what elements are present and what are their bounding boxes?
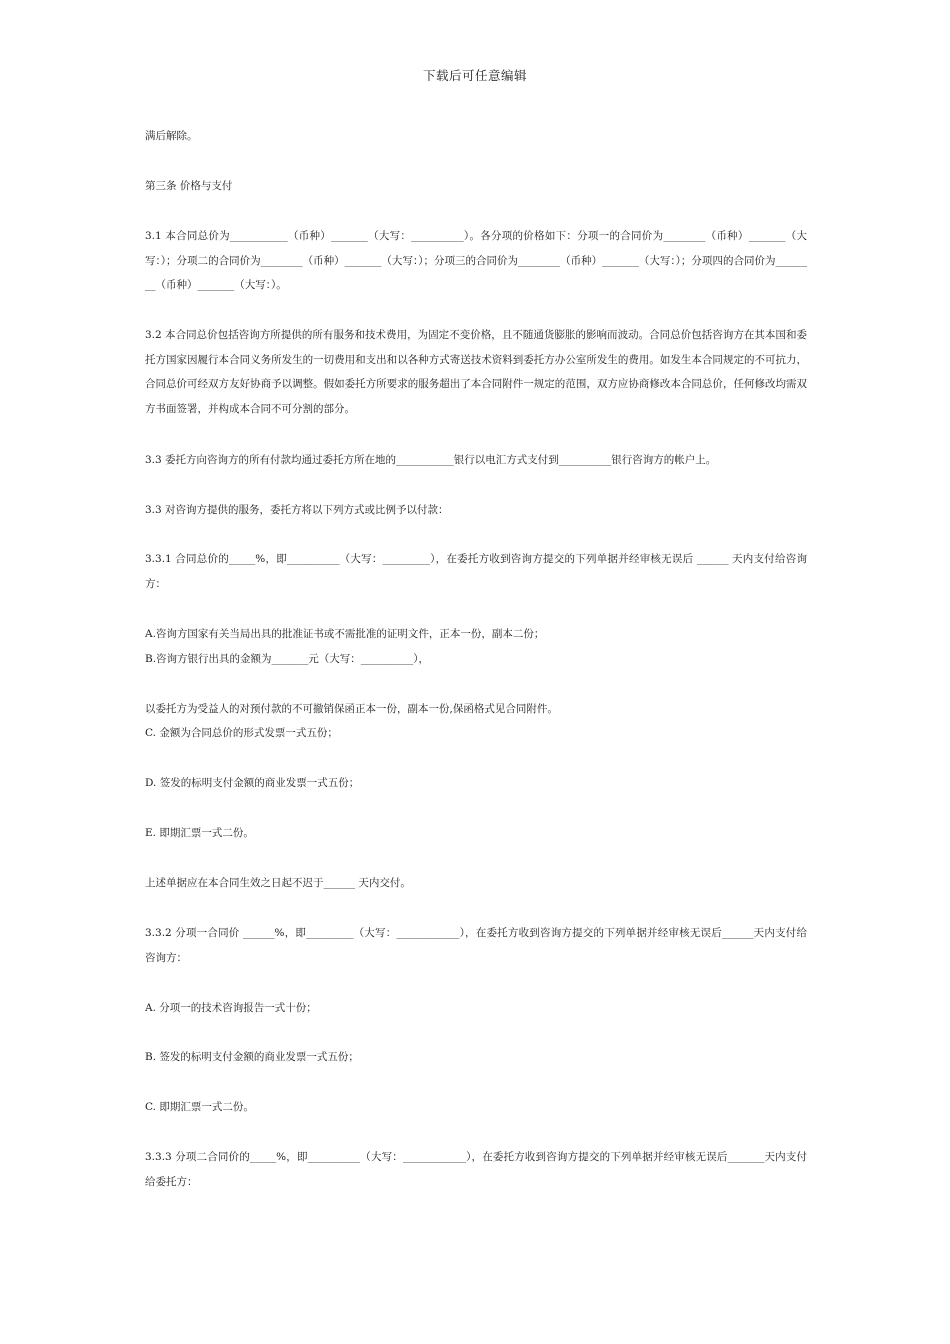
clause-3-3-2: 3.3.2 分项一合同价 ______%，即_________（大写：____________），在委托方收到咨询方提交的下列单据并经审核无误后______天内支付给咨询方：: [145, 927, 807, 964]
clause-3-3-payment: 3.3 对咨询方提供的服务，委托方将以下列方式或比例予以付款：: [145, 504, 449, 516]
item-b-bank-amount: B.咨询方银行出具的金额为_______元（大写：__________），: [145, 653, 430, 665]
clause-3-3-1: 3.3.1 合同总价的_____%，即__________（大写：_________），在委托方收到咨询方提交的下列单据并经审核无误后 ______ 天内支付给咨询方：: [145, 553, 807, 590]
guarantee-text: 以委托方为受益人的对预付款的不可撤销保函正本一份，副本一份,保函格式见合同附件。: [145, 703, 558, 715]
item-c-proforma: C. 金额为合同总价的形式发票一式五份；: [145, 727, 338, 739]
delivery-deadline: 上述单据应在本合同生效之日起不迟于______ 天内交付。: [145, 877, 411, 889]
item-a-report: A. 分项一的技术咨询报告一式十份；: [145, 1002, 317, 1014]
item-b-invoice: B. 签发的标明支付金额的商业发票一式五份；: [145, 1051, 359, 1063]
article-3-heading: 第三条 价格与支付: [145, 180, 233, 192]
paragraph-termination: 满后解除。: [145, 130, 198, 142]
clause-3-3-bank: 3.3 委托方向咨询方的所有付款均通过委托方所在地的___________银行以电汇方式支付到__________银行咨询方的帐户上。: [145, 454, 717, 466]
item-d-invoice: D. 签发的标明支付金额的商业发票一式五份；: [145, 777, 360, 789]
item-a-approval: A.咨询方国家有关当局出具的批准证书或不需批准的证明文件，正本一份，副本二份；: [145, 628, 545, 640]
clause-3-3-3: 3.3.3 分项二合同价的_____%，即__________（大写：____________），在委托方收到咨询方提交的下列单据并经审核无误后_______天内支付给委托方：: [145, 1151, 807, 1188]
item-c-draft: C. 即期汇票一式二份。: [145, 1101, 254, 1113]
clause-3-2: 3.2 本合同总价包括咨询方所提供的所有服务和技术费用，为固定不变价格，且不随通货膨胀的影响而波动。合同总价包括咨询方在其本国和委托方国家因履行本合同义务所发生的一切费用和支出和以各种方式寄送技术资料到委托方办公室所发生的费用。如发生本合同规定的不可抗力，合同总价可经双方友好协商予以调整。假如委托方所要求的服务超出了本合同附件一规定的范围，双方应协商修改本合同总价，任何修改均需双方书面签署，并构成本合同不可分割的部分。: [145, 329, 807, 415]
item-e-draft: E. 即期汇票一式二份。: [145, 827, 254, 839]
clause-3-1: 3.1 本合同总价为___________（币种）_______（大写：__________）。各分项的价格如下：分项一的合同价为________（币种）_______（大写：）；分项二的合同价为________（币种）_______（大写：）；分项三的合同价为________（币种）_______（大写：）；分项四的合同价为________（币种）_______（大写：）。: [145, 230, 807, 291]
page-header: 下载后可任意编辑: [422, 68, 527, 83]
